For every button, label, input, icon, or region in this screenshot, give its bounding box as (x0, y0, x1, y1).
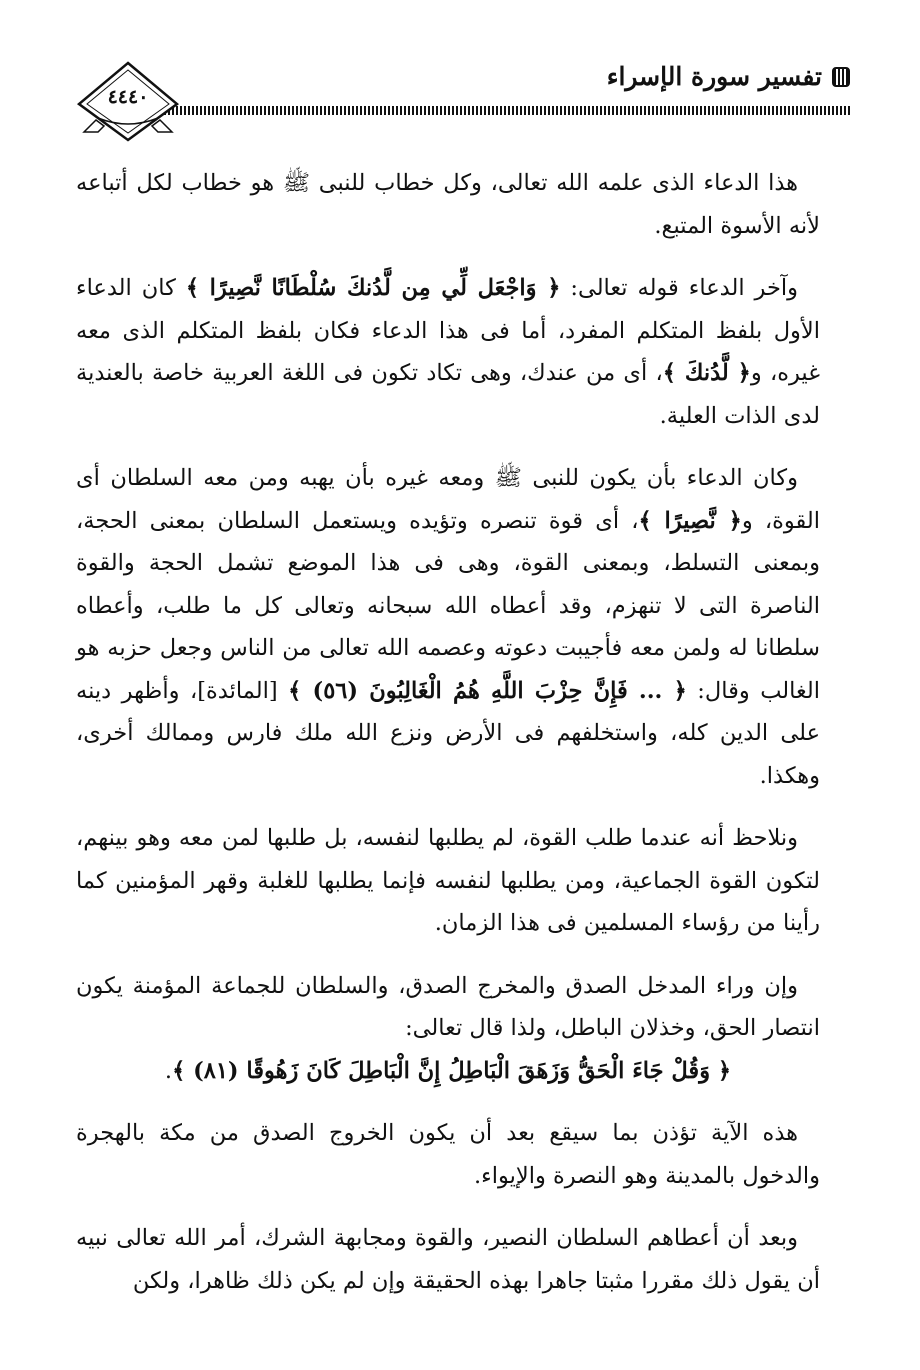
p3-text-b: ، أى قوة تنصره وتؤيده ويستعمل السلطان بمعنى الحجة، وبمعنى التسلط، وبمعنى القوة، وهى فى هذا الموضع تشمل الحجة والقوة الناصرة التى لا تنهزم، وقد أعطاه الله سبحانه وتعالى كل ما طلب، وأعطاه سلطانا له ولمن معه فأجيبت دعوته وعصمه الله تعالى من الناس وجعل حزبه هو الغالب وقال: (76, 507, 820, 704)
running-title-text: تفسير سورة الإسراء (606, 62, 822, 91)
quran-verse: ﴿ وَاجْعَل لِّي مِن لَّدُنكَ سُلْطَانًا نَّصِيرًا ﴾ (185, 275, 561, 301)
paragraph-2 (76, 267, 820, 437)
p2-text-c: ، أى من عندك، وهى تكاد تكون فى اللغة العربية خاصة بالعندية لدى الذات العلية. (76, 360, 820, 429)
running-title (607, 62, 850, 91)
quran-verse-block (76, 1050, 820, 1093)
paragraph-5: وإن وراء المدخل الصدق والمخرج الصدق، والسلطان للجماعة المؤمنة يكون انتصار الحق، وخذلان الباطل، ولذا قال تعالى: (76, 972, 820, 1041)
quran-verse: ﴿ وَقُلْ جَاءَ الْحَقُّ وَزَهَقَ الْبَاطِلُ إِنَّ الْبَاطِلَ كَانَ زَهُوقًا (٨١) ﴾ (172, 1057, 732, 1084)
page-number: ٤٤٤٠ (107, 86, 149, 108)
p3-text-c: [المائدة]، وأظهر دينه على الدين كله، واستخلفهم فى الأرض ونزع الله ملك فارس وممالك أخرى، وهكذا. (76, 677, 820, 789)
paragraph-4: ونلاحظ أنه عندما طلب القوة، لم يطلبها لنفسه، بل طلبها لمن معه وهو بينهم، لتكون القوة الجماعية، ومن يطلبها لنفسه فإنما يطلبها للغلبة وقهر المؤمنين كما رأينا من رؤساء المسلمين فى هذا الزمان. (76, 825, 820, 936)
header-rule (160, 106, 850, 115)
quran-word: ﴿ نَّصِيرًا ﴾ (638, 507, 742, 534)
page-header (70, 56, 850, 146)
page-body (76, 162, 820, 1322)
paragraph-1: هذا الدعاء الذى علمه الله تعالى، وكل خطاب للنبى ﷺ هو خطاب لكل أتباعه لأنه الأسوة المتبع. (76, 170, 820, 239)
p2-text-b: كان الدعاء الأول بلفظ المتكلم المفرد، أما فى هذا الدعاء فكان بلفظ المتكلم الذى معه غيره، و (76, 275, 820, 386)
ornament-icon (832, 67, 850, 87)
quran-verse: ﴿ ... فَإِنَّ حِزْبَ اللَّهِ هُمُ الْغَالِبُونَ (٥٦) ﴾ (288, 677, 687, 704)
quran-word: ﴿ لَّدُنكَ ﴾ (662, 360, 751, 386)
paragraph-3 (76, 457, 820, 797)
paragraph-7: وبعد أن أعطاهم السلطان النصير، والقوة ومجابهة الشرك، أمر الله تعالى نبيه أن يقول ذلك مقررا مثبتا جاهرا بهذه الحقيقة وإن لم يكن ذلك ظاهرا، ولكن (76, 1225, 820, 1294)
verse-end-period: . (164, 1057, 173, 1084)
p2-text-a: وآخر الدعاء قوله تعالى: (560, 275, 798, 301)
p3-text-a: وكان الدعاء بأن يكون للنبى ﷺ ومعه غيره بأن يهبه ومن معه السلطان أى القوة، و (76, 465, 821, 534)
paragraph-6: هذه الآية تؤذن بما سيقع بعد أن يكون الخروج الصدق من مكة بالهجرة والدخول بالمدينة وهو النصرة والإيواء. (76, 1120, 820, 1189)
